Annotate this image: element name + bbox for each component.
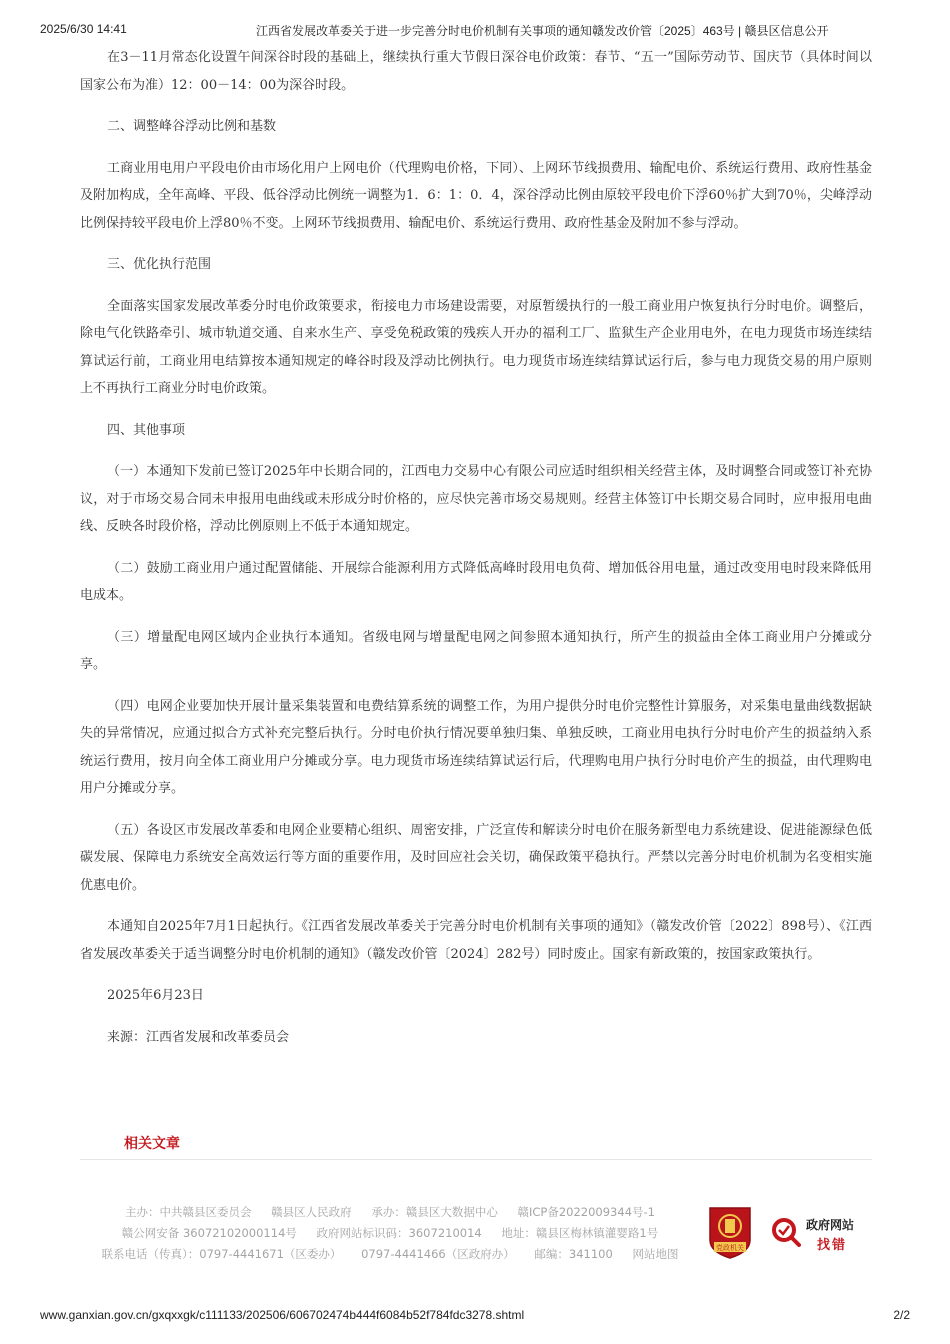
- footer-site-id: 政府网站标识码：3607210014: [316, 1226, 482, 1240]
- issue-date: 2025年6月23日: [107, 988, 204, 1003]
- print-page-number: 2/2: [893, 1308, 910, 1322]
- paragraph-item-3: （三）增量配电网区域内企业执行本通知。省级电网与增量配电网之间参照本通知执行，所产生的损益由全体工商业用户分摊或分享。: [80, 629, 872, 672]
- paragraph-effective-date: 本通知自2025年7月1日起执行。《江西省发展改革委关于完善分时电价机制有关事项的通知》（赣发改价管〔2022〕898号）、《江西省发展改革委关于适当调整分时电价机制的通知》（赣发改价管〔2024〕282号）同时废止。国家有新政策的，按国家政策执行。: [80, 919, 872, 962]
- paragraph-item-2: （二）鼓励工商业用户通过配置储能、开展综合能源利用方式降低高峰时段用电负荷、增加低谷用电量，通过改变用电时段来降低用电成本。: [80, 560, 872, 603]
- related-articles-heading: 相关文章: [124, 1136, 180, 1152]
- badge-label: 党政机关: [716, 1244, 744, 1252]
- footer-government: 赣县区人民政府: [271, 1205, 352, 1219]
- paragraph-item-5: （五）各设区市发展改革委和电网企业要精心组织、周密安排，广泛宣传和解读分时电价在服务新型电力系统建设、促进能源绿色低碳发展、保障电力系统安全高效运行等方面的重要作用，及时回应社会关切，确保政策平稳执行。严禁以完善分时电价机制为名变相实施优惠电价。: [80, 822, 872, 893]
- footer-row-2: [80, 1223, 700, 1244]
- paragraph-item-1: （一）本通知下发前已签订2025年中长期合同的，江西电力交易中心有限公司应适时组织相关经营主体，及时调整合同或签订补充协议，对于市场交易合同未申报用电曲线或未形成分时价格的，应尽快完善市场交易规则。经营主体签订中长期交易合同时，应申报用电曲线、反映各时段价格，浮动比例原则上不低于本通知规定。: [80, 464, 872, 534]
- print-footer: [40, 1308, 910, 1326]
- footer-row-3: [80, 1244, 700, 1265]
- section-heading-4: 四、其他事项: [107, 422, 186, 438]
- print-page-title: 江西省发展改革委关于进一步完善分时电价机制有关事项的通知赣发改价管〔2025〕463号 | 赣县区信息公开: [256, 24, 829, 38]
- article-source: 来源：江西省发展和改革委员会: [107, 1029, 290, 1045]
- footer-phone-government: 0797-4441466（区政府办）: [361, 1247, 515, 1261]
- footer-address: 地址：赣县区梅林镇灌婴路1号: [501, 1226, 659, 1240]
- related-divider: [80, 1159, 872, 1160]
- paragraph-scope: 全面落实国家发展改革委分时电价政策要求，衔接电力市场建设需要，对原暂缓执行的一般工商业用户恢复执行分时电价。调整后，除电气化铁路牵引、城市轨道交通、自来水生产、享受免税政策的残疾人开办的福利工厂、监狱生产企业用电外，在电力现货市场连续结算试运行前，工商业用电结算按本通知规定的峰谷时段及浮动比例执行。电力现货市场连续结算试运行后，参与电力现货交易的用户原则上不再执行工商业分时电价政策。: [80, 298, 872, 396]
- article-body: [80, 44, 872, 1051]
- findbug-action: 找错: [817, 1238, 848, 1253]
- party-government-badge-icon[interactable]: [706, 1204, 754, 1260]
- section-heading-3: 三、优化执行范围: [107, 257, 212, 272]
- gov-site-findbug-link[interactable]: [770, 1210, 872, 1256]
- footer-sponsor: 主办：中共赣县区委员会: [125, 1205, 252, 1219]
- findbug-title: 政府网站: [806, 1218, 855, 1232]
- footer-icp-link[interactable]: 赣ICP备2022009344号-1: [517, 1205, 655, 1219]
- footer-phone-committee: 联系电话（传真）：0797-4441671（区委办）: [101, 1247, 342, 1261]
- footer-police-record-link[interactable]: 赣公网安备 36072102000114号: [121, 1226, 297, 1240]
- footer-organizer[interactable]: 承办：赣县区大数据中心: [371, 1205, 498, 1219]
- print-timestamp: 2025/6/30 14:41: [40, 22, 127, 36]
- paragraph-item-4: （四）电网企业要加快开展计量采集装置和电费结算系统的调整工作，为用户提供分时电价完整性计算服务，对采集电量曲线数据缺失的异常情况，应通过拟合方式补充完整后执行。分时电价执行情况要单独归集、单独反映，工商业用电执行分时电价产生的损益纳入系统运行费用，按月向全体工商业用户分摊或分享。电力现货市场连续结算试运行后，代理购电用户执行分时电价产生的损益，由代理购电用户分摊或分享。: [80, 698, 872, 796]
- print-header: [40, 22, 910, 42]
- paragraph-holiday-deep-valley: 在3－11月常态化设置午间深谷时段的基础上，继续执行重大节假日深谷电价政策：春节、“五一”国际劳动节、国庆节（具体时间以国家公布为准）12：00－14：00为深谷时段。: [80, 50, 872, 93]
- footer-postcode: 邮编：341100: [534, 1247, 613, 1261]
- paragraph-ratio: 工商业用电用户平段电价由市场化用户上网电价（代理购电价格，下同）、上网环节线损费用、输配电价、系统运行费用、政府性基金及附加构成，全年高峰、平段、低谷浮动比例统一调整为1．6：1：0．4，深谷浮动比例由原较平段电价下浮60％扩大到70％，尖峰浮动比例保持较平段电价上浮80％不变。上网环节线损费用、输配电价、系统运行费用、政府性基金及附加不参与浮动。: [80, 160, 872, 231]
- section-heading-2: 二、调整峰谷浮动比例和基数: [107, 119, 277, 134]
- footer-sitemap-link[interactable]: 网站地图: [632, 1247, 679, 1261]
- site-footer: [80, 1202, 700, 1265]
- print-url: www.ganxian.gov.cn/gxqxxgk/c111133/202506/606702474b444f6084b52f784fdc3278.shtml: [40, 1308, 525, 1322]
- footer-row-1: [80, 1202, 700, 1223]
- magnifier-icon: [770, 1216, 802, 1248]
